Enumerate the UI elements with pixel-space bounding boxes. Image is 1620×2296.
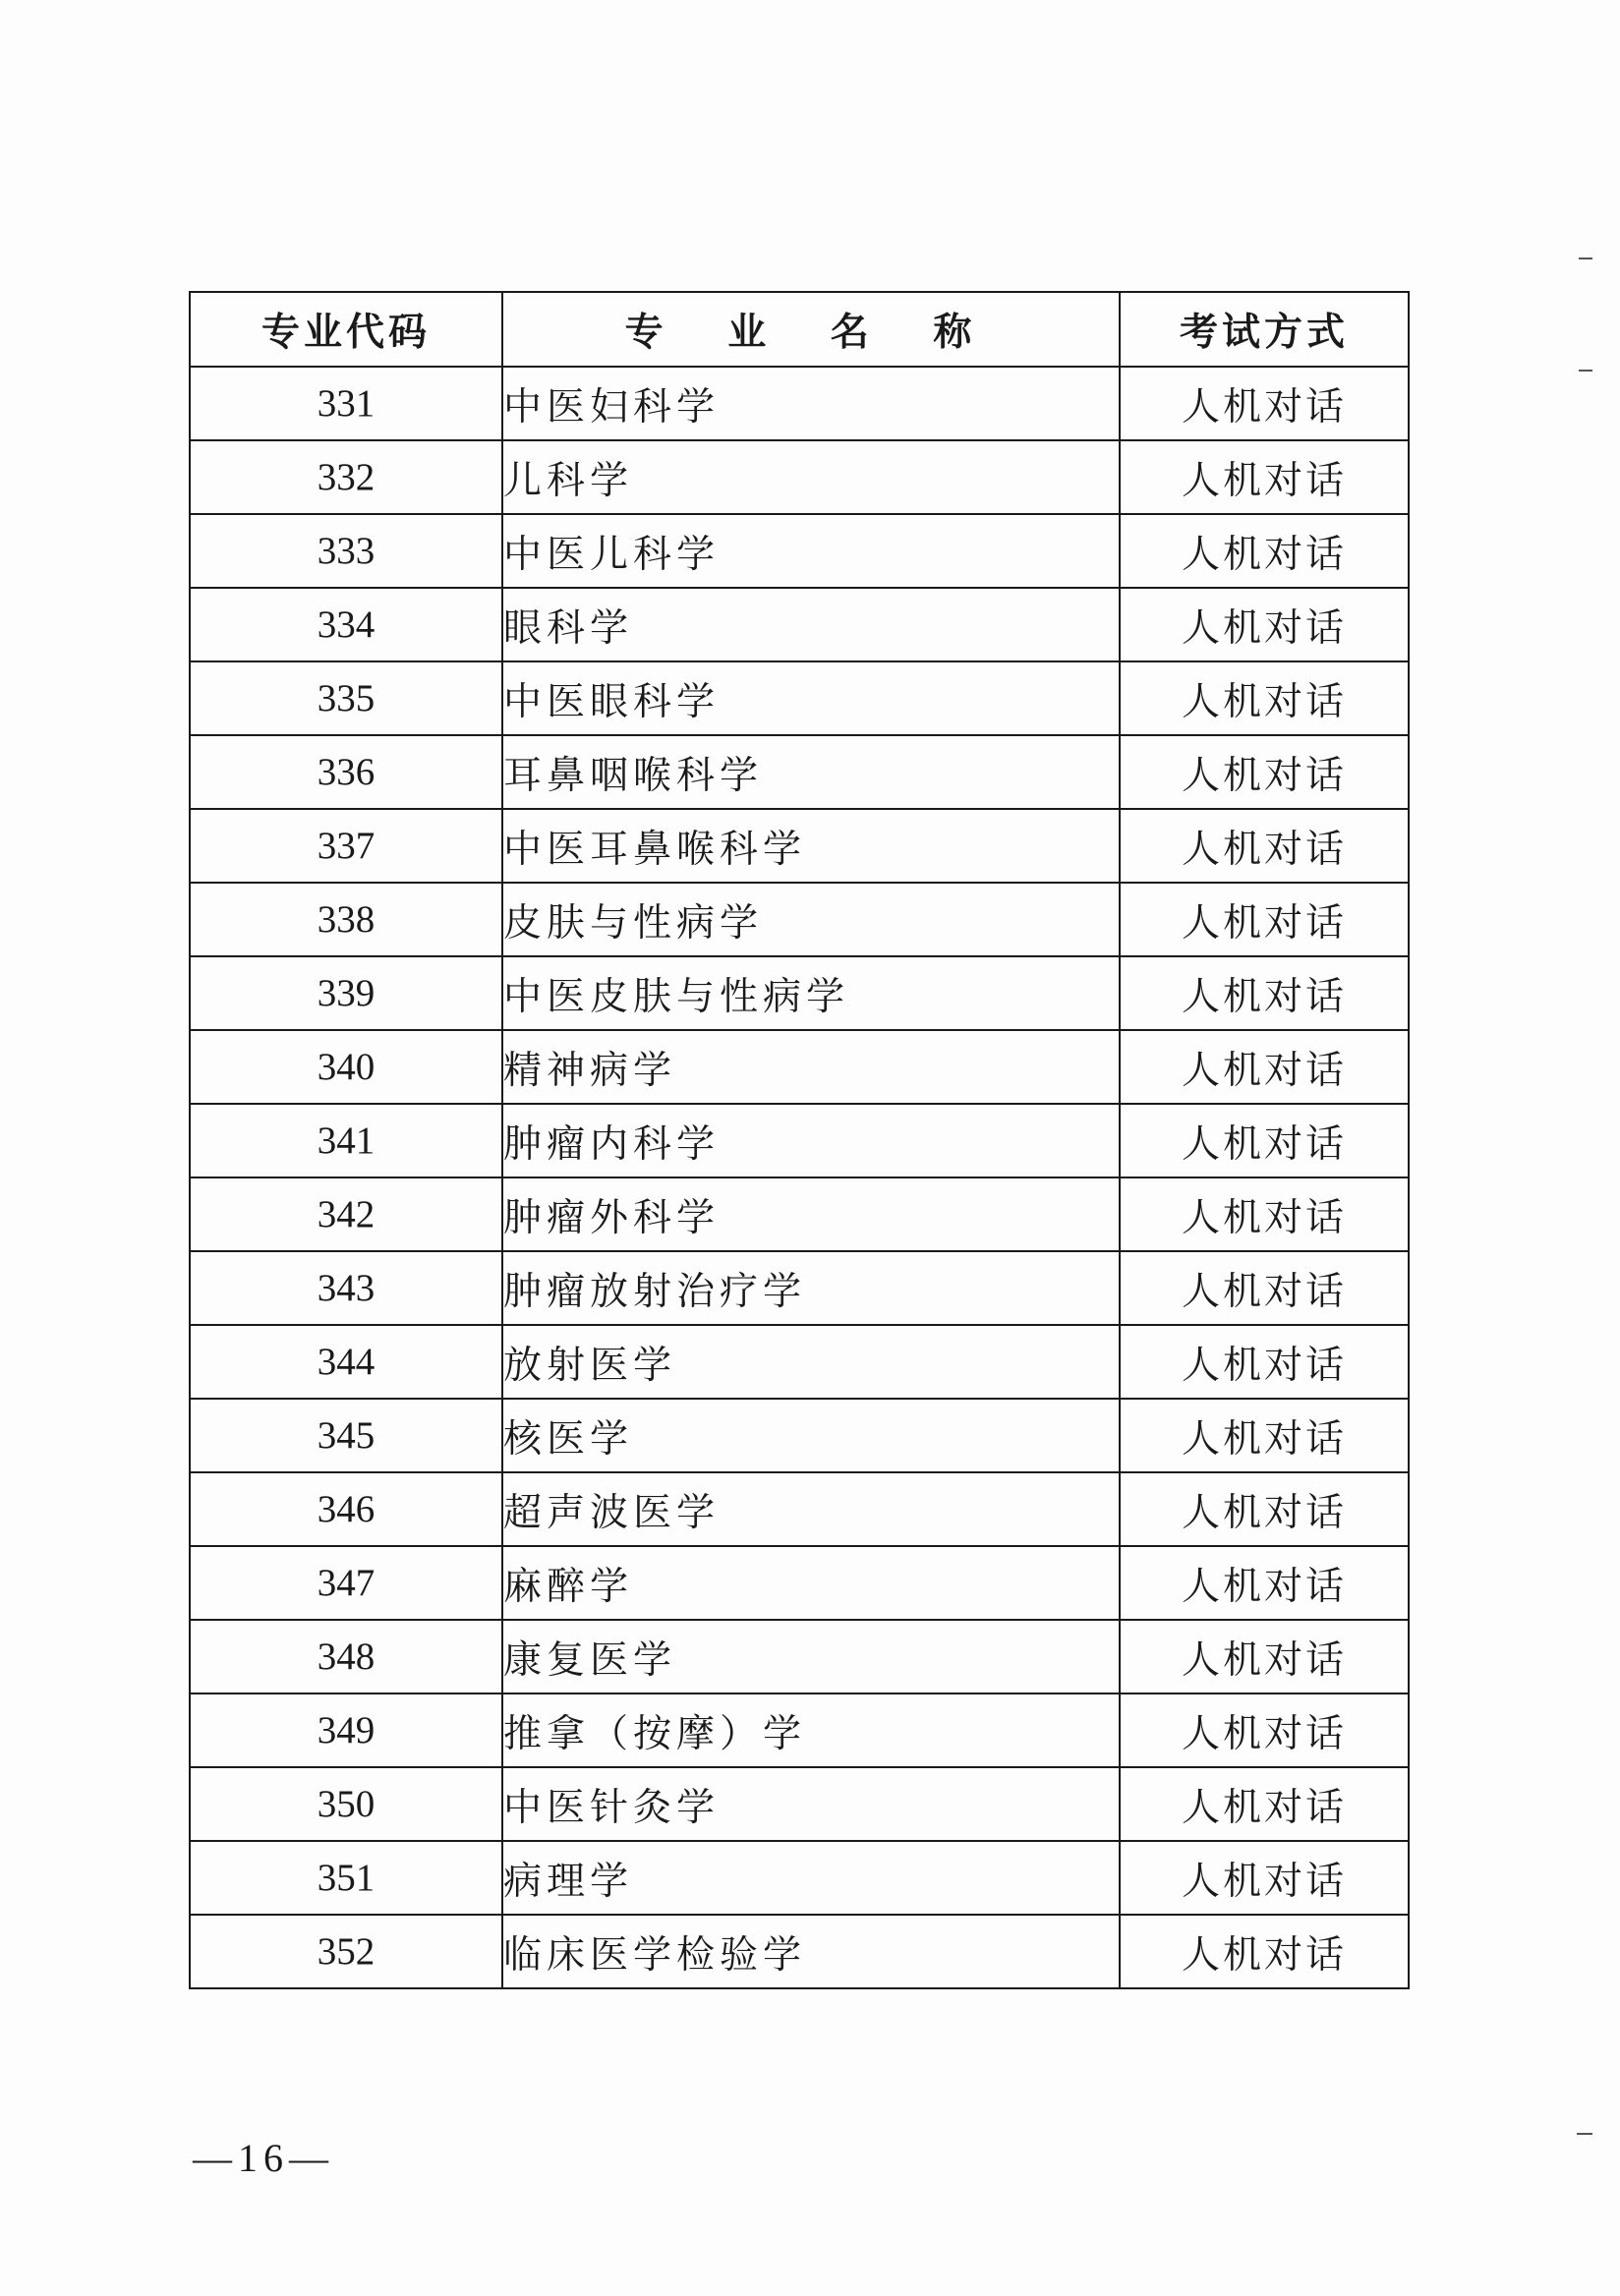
cell-code: 334	[190, 588, 502, 661]
cell-mode: 人机对话	[1120, 1030, 1409, 1104]
cell-mode: 人机对话	[1120, 588, 1409, 661]
cell-name: 超声波医学	[502, 1472, 1120, 1546]
table-row	[190, 1472, 1409, 1546]
cell-name: 病理学	[502, 1841, 1120, 1915]
cell-code: 344	[190, 1325, 502, 1399]
table-row	[190, 514, 1409, 588]
cell-mode: 人机对话	[1120, 367, 1409, 440]
table-row	[190, 735, 1409, 809]
table-row	[190, 1841, 1409, 1915]
cell-code: 340	[190, 1030, 502, 1104]
cell-code: 349	[190, 1693, 502, 1767]
cell-name: 核医学	[502, 1399, 1120, 1472]
cell-mode: 人机对话	[1120, 735, 1409, 809]
cell-name: 精神病学	[502, 1030, 1120, 1104]
cell-code: 335	[190, 661, 502, 735]
table-row	[190, 1915, 1409, 1988]
header-mode: 考试方式	[1120, 292, 1409, 367]
cell-mode: 人机对话	[1120, 809, 1409, 883]
table-body	[190, 367, 1409, 1988]
cell-mode: 人机对话	[1120, 1472, 1409, 1546]
cell-name: 中医妇科学	[502, 367, 1120, 440]
cell-mode: 人机对话	[1120, 661, 1409, 735]
table-row	[190, 883, 1409, 956]
cell-code: 333	[190, 514, 502, 588]
cell-code: 352	[190, 1915, 502, 1988]
cell-mode: 人机对话	[1120, 1620, 1409, 1693]
cell-mode: 人机对话	[1120, 1915, 1409, 1988]
table-row	[190, 1399, 1409, 1472]
table-row	[190, 1693, 1409, 1767]
cell-mode: 人机对话	[1120, 1399, 1409, 1472]
table-row	[190, 956, 1409, 1030]
table-row	[190, 809, 1409, 883]
cell-name: 耳鼻咽喉科学	[502, 735, 1120, 809]
cell-mode: 人机对话	[1120, 1251, 1409, 1325]
cell-mode: 人机对话	[1120, 1177, 1409, 1251]
cell-code: 342	[190, 1177, 502, 1251]
table-row	[190, 1767, 1409, 1841]
cell-name: 眼科学	[502, 588, 1120, 661]
table-row	[190, 1251, 1409, 1325]
cell-mode: 人机对话	[1120, 1325, 1409, 1399]
cell-code: 350	[190, 1767, 502, 1841]
cell-code: 331	[190, 367, 502, 440]
cell-mode: 人机对话	[1120, 883, 1409, 956]
cell-mode: 人机对话	[1120, 1841, 1409, 1915]
right-edge-mark	[1579, 370, 1592, 372]
cell-name: 皮肤与性病学	[502, 883, 1120, 956]
table-row	[190, 1104, 1409, 1177]
cell-name: 中医儿科学	[502, 514, 1120, 588]
majors-table	[189, 291, 1410, 1989]
table-row	[190, 1177, 1409, 1251]
cell-code: 332	[190, 440, 502, 514]
table-row	[190, 440, 1409, 514]
cell-mode: 人机对话	[1120, 1104, 1409, 1177]
cell-name: 中医耳鼻喉科学	[502, 809, 1120, 883]
cell-name: 麻醉学	[502, 1546, 1120, 1620]
cell-code: 336	[190, 735, 502, 809]
cell-code: 338	[190, 883, 502, 956]
table-row	[190, 1546, 1409, 1620]
cell-name: 中医眼科学	[502, 661, 1120, 735]
cell-code: 348	[190, 1620, 502, 1693]
cell-name: 肿瘤放射治疗学	[502, 1251, 1120, 1325]
cell-code: 337	[190, 809, 502, 883]
cell-code: 346	[190, 1472, 502, 1546]
cell-name: 临床医学检验学	[502, 1915, 1120, 1988]
table-row	[190, 367, 1409, 440]
cell-code: 345	[190, 1399, 502, 1472]
table-row	[190, 1620, 1409, 1693]
cell-mode: 人机对话	[1120, 1693, 1409, 1767]
cell-name: 肿瘤内科学	[502, 1104, 1120, 1177]
header-code: 专业代码	[190, 292, 502, 367]
table-row	[190, 1325, 1409, 1399]
cell-mode: 人机对话	[1120, 1767, 1409, 1841]
cell-code: 339	[190, 956, 502, 1030]
cell-name: 中医皮肤与性病学	[502, 956, 1120, 1030]
right-edge-mark	[1579, 258, 1592, 259]
cell-name: 儿科学	[502, 440, 1120, 514]
header-name: 专 业 名 称	[502, 292, 1120, 367]
cell-code: 347	[190, 1546, 502, 1620]
cell-name: 推拿（按摩）学	[502, 1693, 1120, 1767]
cell-name: 放射医学	[502, 1325, 1120, 1399]
cell-code: 351	[190, 1841, 502, 1915]
cell-code: 341	[190, 1104, 502, 1177]
cell-mode: 人机对话	[1120, 1546, 1409, 1620]
cell-name: 康复医学	[502, 1620, 1120, 1693]
table-row	[190, 1030, 1409, 1104]
cell-mode: 人机对话	[1120, 956, 1409, 1030]
table-row	[190, 661, 1409, 735]
cell-name: 中医针灸学	[502, 1767, 1120, 1841]
cell-mode: 人机对话	[1120, 514, 1409, 588]
table-header-row	[190, 292, 1409, 367]
cell-code: 343	[190, 1251, 502, 1325]
cell-name: 肿瘤外科学	[502, 1177, 1120, 1251]
page-number: —16—	[193, 2136, 334, 2180]
table-row	[190, 588, 1409, 661]
right-edge-mark	[1577, 2133, 1592, 2135]
cell-mode: 人机对话	[1120, 440, 1409, 514]
